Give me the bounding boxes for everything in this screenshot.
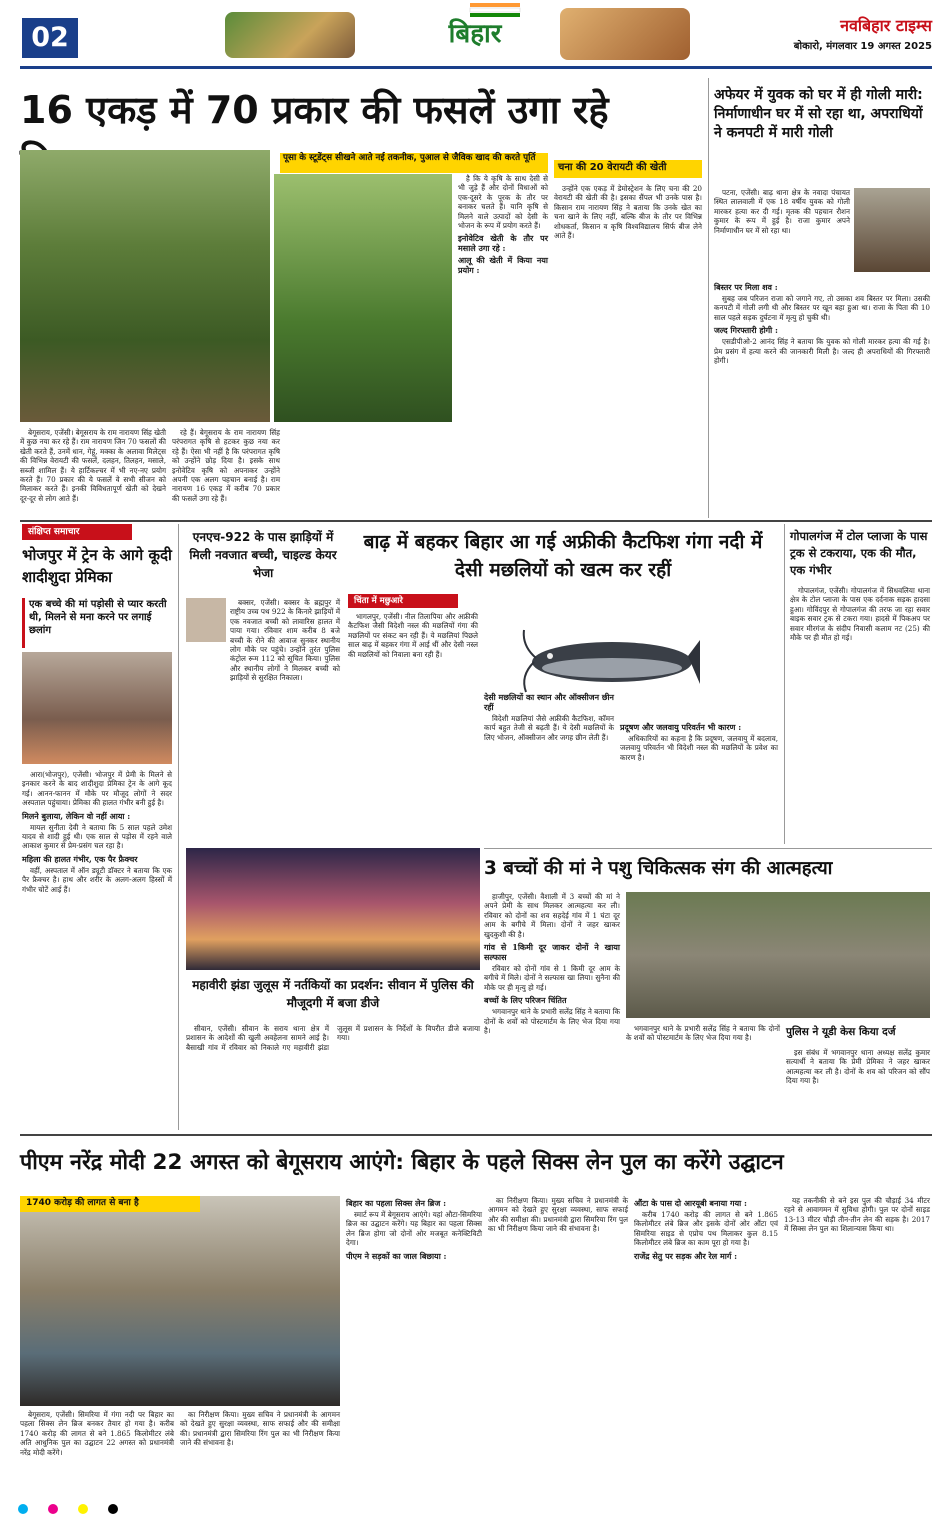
bhojpur-body2-text: मायल सुनीता देवी ने बताया कि 5 साल पहले उमेश यादव से शादी हुई थी। एक साल से पड़ोस में रहने वाले आकाश कुमार से प्रेम-प्रसंग चल रहा है। <box>22 822 172 851</box>
victim-photo <box>854 188 930 272</box>
subhead-innovative: इनोवेटिव खेती के तौर पर मसाले उगा रहे : <box>458 233 548 254</box>
bridge-inspection-photo <box>20 1196 340 1406</box>
flag-illustration <box>470 2 520 16</box>
color-registration-bar <box>18 1504 928 1514</box>
newborn-body <box>186 598 340 844</box>
subhead-meet: मिलने बुलाया, लेकिन वो नहीं आया : <box>22 810 131 821</box>
modi-body4 <box>488 1196 628 1500</box>
catfish-kicker: चिंता में मछुआरे <box>348 594 458 608</box>
lead-body-col1-text: बेगूसराय, एजेंसी। बेगूसराय के राम नारायण सिंह खेती में कुछ नया कर रहे हैं। राम नारायण जिन 70 फसलों की खेती करते हैं, उनमें धान, गेहूं, मक्का के अलावा मिलेट्स की विभिन्न वेरायटी की फसलें, दलहन, तिलहन, मसाले, सब्जी शामिल हैं। ये हार्टिकल्चर में भी नए-नए प्रयोग करते हैं। 70 प्रकार की ये फसलें वे सभी सीजन को मिलाकर करते हैं। इनकी विविधतापूर्ण खेती को देखने दूर-दूर से लोग आते हैं। <box>20 428 167 503</box>
subhead-cause: प्रदूषण और जलवायु परिवर्तन भी कारण : <box>620 722 742 732</box>
subhead-arrest: जल्द गिरफ्तारी होगी : <box>714 325 778 336</box>
farmer-photo <box>20 150 270 422</box>
siwan-body <box>186 1024 480 1130</box>
page-number-text: 02 <box>31 22 69 53</box>
modi-body3 <box>346 1196 482 1500</box>
suicide-body-cont-text: भगवानपुर थाने के प्रभारी सलेंद्र सिंह ने बताया कि दोनों के शवों को पोस्टमार्टम के लिए भेज दिया गया है। <box>626 1024 780 1043</box>
bhojpur-body1-text: आरा(भोजपुर), एजेंसी। भोजपुर में प्रेमी के मिलने से इनकार करने के बाद शादीशुदा प्रेमिका ट्रेन के आगे कूद गई। आनन-फानन में मौके पर मौजूद लोगों ने सदर अस्पताल पहुंचाया। प्रेमिका की हालत गंभीर बनी हुई है। <box>22 770 172 808</box>
newborn-body-text: बक्सर, एजेंसी। बक्सर के ब्रह्मपुर में राष्ट्रीय उच्च पथ 922 के किनारे झाड़ियों में एक नवजात बच्ची को लावारिस हालत में पाया गया। रविवार शाम करीब 8 बजे बच्ची के रोने की आवाज सुनकर स्थानीय लोग मौके पर पहुंचे। उन्होंने तुरंत पुलिस कंट्रोल रूम 112 को सूचित किया। पुलिस और स्थानीय लोगों ने मिलकर बच्ची को झाड़ियों से सुरक्षित निकाला। <box>230 598 340 683</box>
modi-body5 <box>634 1196 778 1500</box>
lead-body-col1 <box>20 428 166 518</box>
modi-photo-tag: 1740 करोड़ की लागत से बना है <box>20 1196 200 1212</box>
modi-body1-text: बेगूसराय, एजेंसी। सिमरिया में गंगा नदी पर बिहार का पहला सिक्स लेन ब्रिज बनकर तैयार हो गया है। करीब 1740 करोड़ की लागत से बने 1.865 किलोमीटर लंबे अति आधुनिक पुल का उद्घाटन 22 अगस्त को प्रधानमंत्री नरेंद्र मोदी करेंगे। <box>20 1410 174 1457</box>
police-case-body-text: इस संबंध में भगवानपुर थाना अध्यक्ष सलेंद्र कुमार सत्यार्थी ने बताया कि प्रेमी प्रेमिका ने जहर खाकर आत्महत्या कर ली है। दोनों के शव को परिजन को सौंप दिया गया है। <box>786 1048 930 1086</box>
brief-news-tag: संक्षिप्त समाचार <box>22 524 132 540</box>
dateline: बोकारो, मंगलवार 19 अगस्त 2025 <box>793 41 932 52</box>
modi-body6 <box>784 1196 930 1500</box>
bhojpur-headline: भोजपुर में ट्रेन के आगे कूदी शादीशुदा प्रेमिका <box>22 546 172 586</box>
crop-field-photo <box>274 174 452 422</box>
subhead-alu: आलू की खेती में किया नया प्रयोग : <box>458 255 548 276</box>
lead-headline: 16 एकड़ में 70 प्रकार की फसलें उगा रहे <box>20 88 609 132</box>
siwan-headline: महावीरी झंडा जुलूस में नर्तकियों का प्रदर्शन: सीवान में पुलिस की मौजूदगी में बजा डीजे <box>192 978 474 1010</box>
lead-body-col2-text: रहे हैं। बेगूसराय के राम नारायण सिंह परंपरागत कृषि से हटकर कुछ नया कर रहे हैं। ऐसा भी नहीं है कि परंपरागत कृषि को उन्होंने छोड़ दिया है। इसके साथ इनोवेटिव कृषि को अपनाकर उन्होंने अपनी एक अलग पहचान बनाई है। राम नारायण 16 एकड़ में करीब 70 प्रकार की फसलें उगा रहे हैं। <box>172 428 280 503</box>
gopalganj-body-text: गोपालगंज, एजेंसी। गोपालगंज में सिधवलिया थाना क्षेत्र के टोल प्लाजा के पास एक दर्दनाक सड़क हादसा हुआ। गोविंदपुर से गोपालगंज की तरफ जा रहा सवार बाइक सवार ट्रक से टकरा गया। हादसे में पिकअप पर सवार मीरगंज के संदीप निवासी कलाम नट (25) की मौके पर ही मौत हो गई। <box>790 586 930 643</box>
subhead-children: बच्चों के लिए परिजन चिंतित <box>484 995 567 1006</box>
lead-body-col3-text: है कि ये कृषि के साथ देसी से भी जुड़े हैं और दोनों विधाओं को एक-दूसरे के पूरक के तौर पर बनाकर चलते हैं। यानि कृषि से मिलने वाले उत्पादों को देसी के भोजन के रूप में प्रयोग करते हैं। <box>458 174 548 231</box>
bhojpur-deck: एक बच्चे की मां पड़ोसी से प्यार करती थी, मिलने से मना करने पर लगाई छलांग <box>22 598 172 648</box>
subhead-rajendra: राजेंद्र सेतु पर सड़क और रेल मार्ग : <box>634 1250 738 1261</box>
lead-side-kicker: चना की 20 वेरायटी की खेती <box>554 160 702 178</box>
column-divider <box>784 524 785 844</box>
column-divider <box>708 78 709 518</box>
subhead-village: गांव से 1किमी दूर जाकर दोनों ने खाया सल्फास <box>484 942 620 963</box>
modi-body2 <box>180 1410 340 1500</box>
map-illustration <box>225 12 355 58</box>
murder-body1-text: पटना, एजेंसी। बाढ़ थाना क्षेत्र के नवादा पंचायत स्थित लालवाली में एक 18 वर्षीय युवक को गोली मारकर हत्या कर दी गई। मृतक की पहचान रौशन कुमार के रूप में हुई है। राजा कुमार अपने निर्माणाधीन घर में सो रहा था। <box>714 188 850 235</box>
murder-headline: अफेयर में युवक को घर में ही गोली मारी: निर्माणाधीन घर में सो रहा था, अपराधियों ने कनपटी में मारी गोली <box>714 87 923 141</box>
subhead-condition: महिला की हालत गंभीर, एक पैर फ्रैक्चर <box>22 853 138 864</box>
siwan-body-text: सीवान, एजेंसी। सीवान के सराय थाना क्षेत्र में प्रशासन के आदेशों की खुली अवहेलना सामने आई है। बैसाखी गांव में रविवार को निकाले गए महावीरी झंडा जुलूस में प्रशासन के निर्देशों के विपरीत डीजे बजाया गया। <box>186 1024 480 1052</box>
murder-body <box>714 188 850 278</box>
murder-body-lower <box>714 280 930 520</box>
catfish-headline: बाढ़ में बहकर बिहार आ गई अफ्रीकी कैटफिश गंगा नदी में देसी मछलियों को खत्म कर रहीं <box>363 531 763 581</box>
section-divider-3 <box>20 1134 932 1136</box>
modi-body6-text: यह तकनीकी से बने इस पुल की चौड़ाई 34 मीटर रहने से आवागमन में सुविधा होगी। पुल पर दोनों साइड 13-13 मीटर चौड़ी तीन-तीन लेन की सड़क है। 2017 में सिक्स लेन पुल का शिलान्यास किया था। <box>784 1196 930 1234</box>
catfish-illustration <box>520 596 700 716</box>
lead-kicker: पूसा के स्टूडेंट्स सीखने आते नई तकनीक, पुआल से जैविक खाद की करते पूर्ति <box>280 153 548 173</box>
masthead-rule <box>20 66 932 69</box>
catfish-body3 <box>620 720 778 844</box>
catfish-icon <box>520 596 700 716</box>
flag-icon <box>470 3 520 17</box>
modi-headline: पीएम नरेंद्र मोदी 22 अगस्त को बेगूसराय आएंगे: बिहार के पहले सिक्स लेन पुल का करेंगे उद्घाटन <box>20 1150 784 1175</box>
crowd-photo <box>626 892 930 1018</box>
suicide-body3-text: भगवानपुर थाने के प्रभारी सलेंद्र सिंह ने बताया कि दोनों के शवों को पोस्टमार्टम के लिए भेज दिया गया है। <box>484 1007 620 1036</box>
registration-dot <box>48 1504 58 1514</box>
section-divider-1 <box>20 520 932 522</box>
gopalganj-headline: गोपालगंज में टोल प्लाजा के पास ट्रक से टकराया, एक की मौत, एक गंभीर <box>790 529 928 577</box>
lead-body-col4 <box>554 184 702 519</box>
suicide-body2-text: रविवार को दोनों गांव से 1 किमी दूर आम के बगीचे में मिले। दोनों ने सल्फास खा लिया। सुनैना की मौके पर ही मृत्यु हो गई। <box>484 964 620 992</box>
modi-body3-text: स्मार्ट रूप में बेगूसराय आएंगे। यहां औटा-सिमरिया ब्रिज का उद्घाटन करेंगे। यह बिहार का पहला सिक्स लेन ब्रिज होगा जो दोनों ओर मजबूत कनेक्टिविटी देगा। <box>346 1210 482 1248</box>
registration-dot <box>18 1504 28 1514</box>
suicide-body <box>484 892 620 1130</box>
police-case-body <box>786 1048 930 1130</box>
hospital-photo <box>22 652 172 764</box>
registration-dot <box>78 1504 88 1514</box>
suicide-body1-text: हाजीपुर, एजेंसी। वैशाली में 3 बच्चों की मां ने अपने प्रेमी के साथ मिलकर आत्महत्या कर ली। रविवार को दोनों का शव सहदेई गांव में 1 घंटा दूर आम के बगीचे में मिला। दोनों ने जहर खाकर खुदकुशी की है। <box>484 892 620 939</box>
police-case-headline: पुलिस ने यूडी केस किया दर्ज <box>786 1026 896 1038</box>
lead-body-col3 <box>458 174 548 519</box>
subhead-pm: पीएम ने सड़कों का जाल बिछाया : <box>346 1250 447 1261</box>
bhojpur-body3-text: वहीं, अस्पताल में ऑन ड्यूटी डॉक्टर ने बताया कि एक पैर फ्रैक्चर है। हाथ और शरीर के अलग-अलग हिस्सों में गंभीर चोटें आई हैं। <box>22 865 172 894</box>
lead-body-col2 <box>172 428 280 518</box>
subhead-place: देसी मछलियों का स्थान और ऑक्सीजन छीन रहीं <box>484 692 614 712</box>
suicide-body-cont <box>626 1024 780 1130</box>
lead-body-col4-text: उन्होंने एक एकड़ में डेमोस्ट्रेशन के लिए चना की 20 वेरायटी की खेती की है। इसका सैंपल भी उनके पास है। किसान राम नारायण सिंह ने बताया कि उनके खेत का चना खाने के लिए नहीं, बल्कि बीज के तौर पर विभिन्न शोधकर्ता, किसान व कृषि विश्वविद्यालय सिर्फ बीज लेने आते हैं। <box>554 184 702 241</box>
subhead-aunta: औंटा के पास दो आरयूबी बनाया गया : <box>634 1198 747 1208</box>
page-number <box>22 18 78 58</box>
murder-body2-text: सुबह जब परिजन राजा को जगाने गए, तो उसका शव बिस्तर पर मिला। उसकी कनपटी में गोली लगी थी और बिस्तर पर खून बहा हुआ था। राजा के पिता की 10 साल पहले सड़क दुर्घटना में मृत्यु हो चुकी थी। <box>714 294 930 322</box>
registration-dot <box>108 1504 118 1514</box>
gopalganj-body <box>790 586 930 844</box>
catfish-body3-text: अधिकारियों का कहना है कि प्रदूषण, जलवायु में बदलाव, जलवायु परिवर्तन भी विदेशी नस्ल की मछलियों के प्रवेश का कारण है। <box>620 734 778 762</box>
subhead-bed: बिस्तर पर मिला शव : <box>714 282 778 292</box>
catfish-body1 <box>348 612 478 844</box>
murder-body3-text: एसडीपीओ-2 आनंद सिंह ने बताया कि युवक को गोली मारकर हत्या की गई है। प्रेम प्रसंग में हत्या करने की जानकारी मिली है। जल्द ही अपराधियों की गिरफ्तारी होगी। <box>714 337 930 366</box>
catfish-body2-text: विदेशी मछलियां जैसे अफ्रीकी कैटफिश, कॉमन कार्प बहुत तेजी से बढ़ती हैं। ये देसी मछलियों के लिए भोजन, ऑक्सीजन और जगह छीन लेती हैं। <box>484 714 614 742</box>
subhead-bridge: बिहार का पहला सिक्स लेन ब्रिज : <box>346 1198 447 1208</box>
modi-body2-text: का निरीक्षण किया। मुख्य सचिव ने प्रधानमंत्री के आगमन को देखते हुए सुरक्षा व्यवस्था, साफ सफाई और की समीक्षा की। प्रधानमंत्री द्वारा सिमरिया रिंग पुल का भी निरीक्षण किया जाने की संभावना है। <box>180 1410 340 1448</box>
masthead <box>0 0 945 68</box>
section-divider-2 <box>484 848 932 849</box>
leader-illustration <box>560 8 690 60</box>
paper-name: नवबिहार टाइम्स <box>840 16 932 35</box>
newborn-headline: एनएच-922 के पास झाड़ियों में मिली नवजात बच्ची, चाइल्ड केयर भेजा <box>189 530 337 580</box>
suicide-headline: 3 बच्चों की मां ने पशु चिकित्सक संग की आत्महत्या <box>484 858 833 879</box>
modi-body5-text: करीब 1740 करोड़ की लागत से बने 1.865 किलोमीटर लंबे ब्रिज और इसके दोनों ओर औंटा एवं सिमरिया साइड से एप्रोच पथ मिलाकर कुल 8.15 किलोमीटर लंबे ब्रिज का काम पूरा हो गया है। <box>634 1210 778 1248</box>
bhojpur-body <box>22 770 172 1130</box>
column-divider <box>178 524 179 1130</box>
modi-body1 <box>20 1410 174 1500</box>
modi-body4-text: का निरीक्षण किया। मुख्य सचिव ने प्रधानमंत्री के आगमन को देखते हुए सुरक्षा व्यवस्था, साफ सफाई और की समीक्षा की। प्रधानमंत्री द्वारा सिमरिया रिंग पुल का भी निरीक्षण किया जाने की संभावना है। <box>488 1196 628 1234</box>
catfish-body1-text: भागलपुर, एजेंसी। नील तिलापिया और अफ्रीकी कैटफिश जैसी विदेशी नस्ल की मछलियों गंगा की मछलियों पर संकट बन रही हैं। ये मछलियां पिछले साल बाढ़ में बहकर गंगा में आई थीं और देसी नस्ल की मछलियों को निवाला बना रही हैं। <box>348 612 478 659</box>
procession-photo <box>186 848 480 970</box>
section-title: बिहार <box>448 19 502 49</box>
